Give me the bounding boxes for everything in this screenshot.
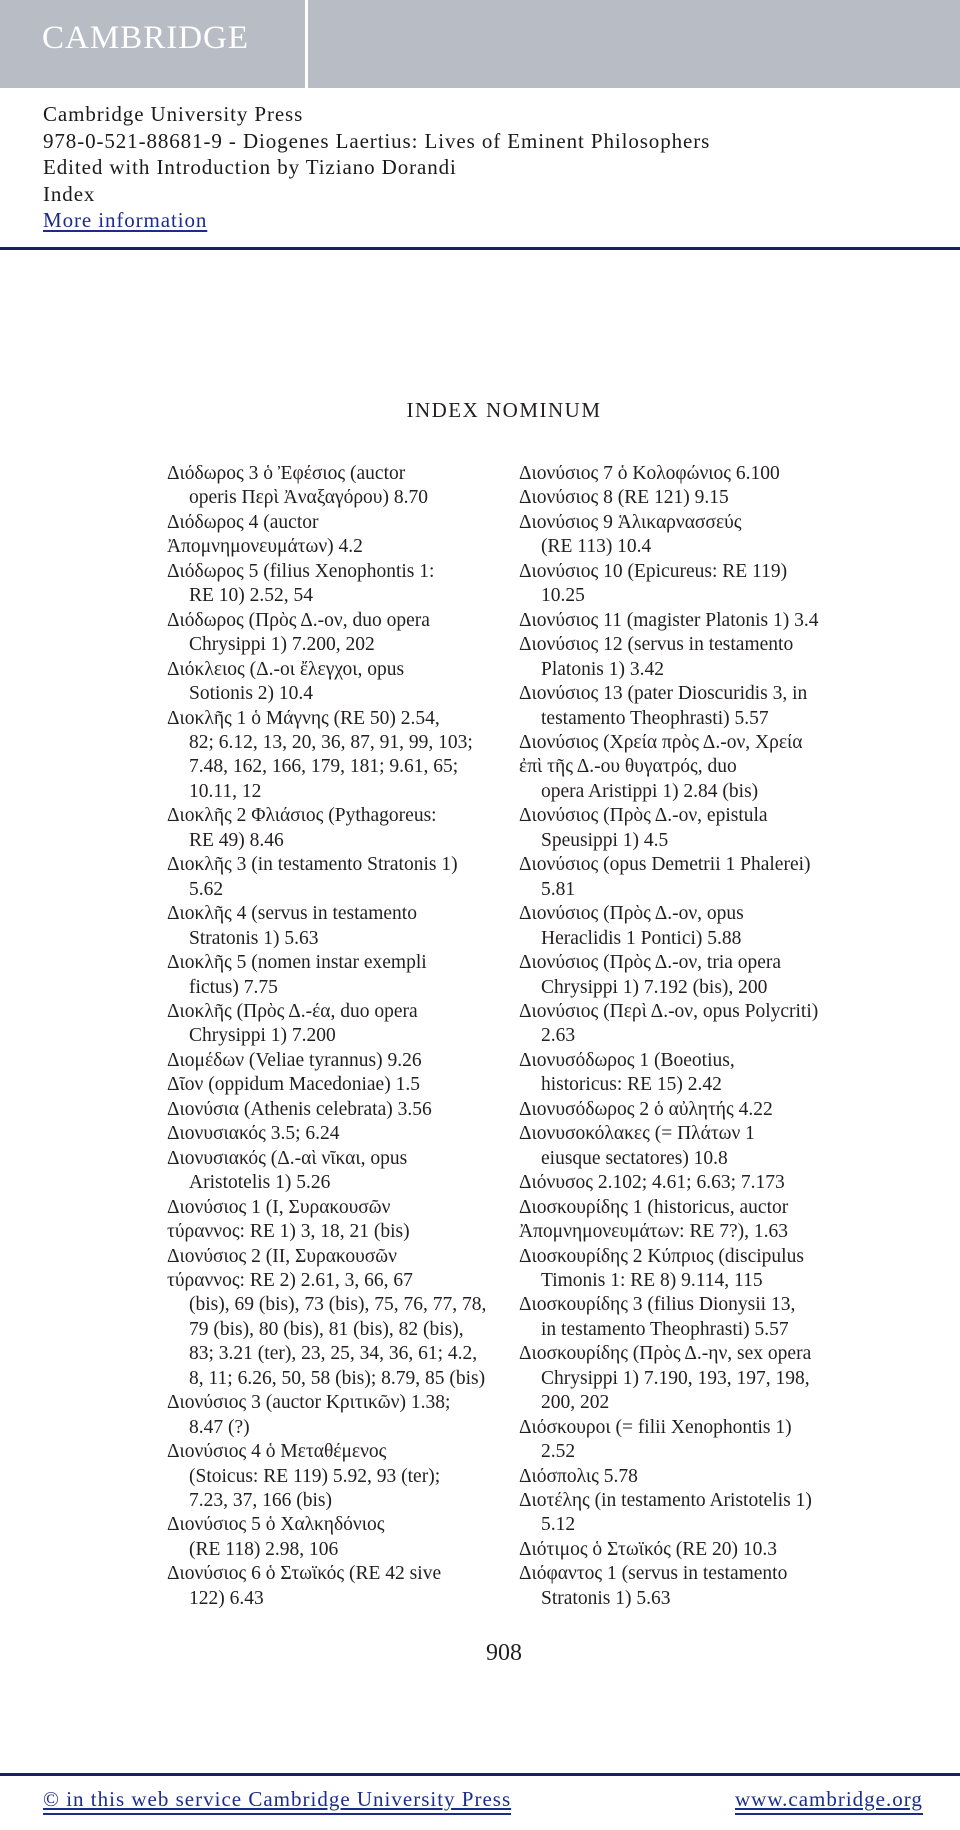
index-entry: Δῖον (oppidum Macedoniae) 1.5 [167, 1074, 420, 1096]
index-entry-continuation: 5.81 [541, 878, 576, 900]
index-entry-continuation: (RE 118) 2.98, 106 [189, 1538, 339, 1560]
index-entry-continuation: Platonis 1) 3.42 [541, 658, 664, 680]
index-entry-continuation: 79 (bis), 80 (bis), 81 (bis), 82 (bis), [189, 1318, 464, 1340]
index-entry: Διόφαντος 1 (servus in testamento [519, 1563, 788, 1585]
index-entry: Διοσκουρίδης 2 Κύπριος (discipulus [519, 1245, 804, 1267]
index-entry-continuation: testamento Theophrasti) 5.57 [541, 707, 769, 729]
index-entry-continuation: Timonis 1: RE 8) 9.114, 115 [541, 1269, 763, 1291]
index-entry: Διονύσιος (Πρὸς Δ.-ον, opus [519, 903, 744, 925]
index-entry-continuation: fictus) 7.75 [189, 976, 278, 998]
cambridge-website-link[interactable]: www.cambridge.org [735, 1787, 923, 1815]
index-entry-continuation: 7.23, 37, 166 (bis) [189, 1490, 332, 1512]
isbn-title-line: 978-0-521-88681-9 - Diogenes Laertius: Lives of Eminent Philosophers [43, 128, 711, 153]
index-entry: Διόδωρος 5 (filius Xenophontis 1: [167, 560, 435, 582]
index-entry: Διονύσιος (opus Demetrii 1 Phalerei) [519, 854, 811, 876]
index-entry: Διοσκουρίδης 1 (historicus, auctor [519, 1196, 789, 1218]
index-entry: Διονύσιος 5 ὁ Χαλκηδόνιος [167, 1514, 385, 1536]
index-entry: Διοσκουρίδης 3 (filius Dionysii 13, [519, 1294, 796, 1316]
index-entry: Διομέδων (Veliae tyrannus) 9.26 [167, 1049, 422, 1071]
index-entry: Διοκλῆς 3 (in testamento Stratonis 1) [167, 854, 458, 876]
index-entry: Διονυσιακός (Δ.-αὶ νῖκαι, opus [167, 1147, 408, 1169]
index-entry: Διοκλῆς 5 (nomen instar exempli [167, 952, 427, 974]
index-entry-continuation: RE 49) 8.46 [189, 829, 284, 851]
index-entry: Διοσκουρίδης (Πρὸς Δ.-ην, sex opera [519, 1343, 812, 1365]
index-entry-continuation: Chrysippi 1) 7.190, 193, 197, 198, [541, 1367, 810, 1389]
index-column-left [167, 462, 505, 1611]
index-entry: Διονύσιος (Πρὸς Δ.-ον, tria opera [519, 952, 782, 974]
index-entry: Διονύσιος 7 ὁ Κολοφώνιος 6.100 [519, 463, 780, 484]
page-number: 908 [486, 1640, 522, 1666]
index-entry-continuation: Chrysippi 1) 7.200, 202 [189, 634, 375, 656]
index-entry-continuation: Stratonis 1) 5.63 [541, 1587, 671, 1609]
index-entry-continuation: 2.52 [541, 1441, 576, 1463]
index-entry: Διονύσιος 2 (II, Συρακουσῶν [167, 1245, 397, 1267]
index-entry-continuation: Heraclidis 1 Pontici) 5.88 [541, 927, 742, 949]
index-entry-continuation: Sotionis 2) 10.4 [189, 683, 314, 705]
index-entry: Διοτέλης (in testamento Aristotelis 1) [519, 1490, 812, 1512]
index-entry: Διονυσοκόλακες (= Πλάτων 1 [519, 1123, 755, 1145]
index-entry: Διονυσιακός 3.5; 6.24 [167, 1123, 340, 1145]
index-entry-continuation: Stratonis 1) 5.63 [189, 927, 319, 949]
editor-line: Edited with Introduction by Tiziano Dorandi [43, 155, 457, 179]
index-entry: Διονύσιος 4 ὁ Μεταθέμενος [167, 1441, 387, 1463]
index-entry-continuation: 2.63 [541, 1025, 576, 1047]
index-entry-continuation: 83; 3.21 (ter), 23, 25, 34, 36, 61; 4.2, [189, 1343, 478, 1365]
index-entry: Διονύσια (Athenis celebrata) 3.56 [167, 1098, 432, 1120]
index-entry-continuation: Speusippi 1) 4.5 [541, 829, 669, 851]
index-entry: τύραννος: RE 1) 3, 18, 21 (bis) [167, 1221, 410, 1243]
index-entry: Διονύσιος 8 (RE 121) 9.15 [519, 487, 729, 509]
index-entry: Διόδωρος 3 ὁ Ἐφέσιος (auctor [167, 463, 406, 484]
publisher-line: Cambridge University Press [43, 102, 304, 126]
index-entry: Διονύσιος 3 (auctor Κριτικῶν) 1.38; [167, 1392, 451, 1414]
index-entry-continuation: Chrysippi 1) 7.200 [189, 1025, 336, 1047]
index-entry: Διονύσιος (Περὶ Δ.-ον, opus Polycriti) [519, 1000, 819, 1022]
index-entry-continuation: 200, 202 [541, 1392, 610, 1414]
index-title: INDEX NOMINUM [406, 398, 602, 422]
index-entry: Διόνυσος 2.102; 4.61; 6.63; 7.173 [519, 1172, 785, 1194]
index-entry: Διόσπολις 5.78 [519, 1465, 638, 1487]
index-entry-continuation: (bis), 69 (bis), 73 (bis), 75, 76, 77, 78, [189, 1294, 487, 1316]
index-entry: Διονύσιος 6 ὁ Στωϊκός (RE 42 sive [167, 1563, 442, 1585]
index-entry-continuation: (RE 113) 10.4 [541, 536, 652, 558]
index-entry-continuation: RE 10) 2.52, 54 [189, 585, 314, 607]
index-entry-continuation: 5.62 [189, 878, 224, 900]
index-entry: Ἀπομνημονευμάτων: RE 7?), 1.63 [519, 1221, 789, 1243]
header-rule [0, 247, 960, 250]
index-entry: Διόσκουροι (= filii Xenophontis 1) [519, 1416, 792, 1438]
index-entry-continuation: (Stoicus: RE 119) 5.92, 93 (ter); [189, 1465, 441, 1487]
index-entry: Διόδωρος (Πρὸς Δ.-ον, duo opera [167, 609, 430, 631]
more-information-link[interactable]: More information [43, 208, 208, 232]
index-entry: Ἀπομνημονευμάτων) 4.2 [167, 536, 363, 558]
publisher-banner [0, 0, 960, 88]
cambridge-logo: CAMBRIDGE [42, 20, 250, 56]
index-entry-continuation: historicus: RE 15) 2.42 [541, 1074, 722, 1096]
index-column-right [519, 462, 857, 1611]
index-entry-continuation: operis Περὶ Ἀναξαγόρου) 8.70 [189, 487, 428, 509]
banner-divider [305, 0, 308, 88]
index-entry: Διονυσόδωρος 1 (Boeotius, [519, 1049, 735, 1071]
index-entry-continuation: 10.11, 12 [189, 780, 262, 802]
index-entry: Διονύσιος 11 (magister Platonis 1) 3.4 [519, 609, 819, 631]
index-entry: ἐπὶ τῆς Δ.-ου θυγατρός, duo [519, 756, 737, 778]
index-entry: Διοκλῆς 1 ὁ Μάγνης (RE 50) 2.54, [167, 707, 440, 729]
index-entry: Διοκλῆς 2 Φλιάσιος (Pythagoreus: [167, 805, 437, 827]
index-entry-continuation: Aristotelis 1) 5.26 [189, 1172, 331, 1194]
book-metadata [43, 101, 710, 234]
index-entry: Διόκλειος (Δ.-οι ἔλεγχοι, opus [167, 658, 405, 680]
index-entry: Διονύσιος 13 (pater Dioscuridis 3, in [519, 683, 808, 705]
index-entry-continuation: 82; 6.12, 13, 20, 36, 87, 91, 99, 103; [189, 731, 473, 753]
index-entry: Διονύσιος 1 (I, Συρακουσῶν [167, 1196, 391, 1218]
index-entry-continuation: opera Aristippi 1) 2.84 (bis) [541, 780, 759, 802]
footer-rule [0, 1773, 960, 1776]
index-entry: Διότιμος ὁ Στωϊκός (RE 20) 10.3 [519, 1538, 777, 1560]
copyright-link[interactable]: © in this web service Cambridge University Press [43, 1787, 511, 1815]
index-entry: Διόδωρος 4 (auctor [167, 511, 319, 533]
index-entry: Διοκλῆς 4 (servus in testamento [167, 903, 417, 925]
index-entry: Διοκλῆς (Πρὸς Δ.-έα, duo opera [167, 1000, 418, 1022]
index-entry: Διονύσιος 12 (servus in testamento [519, 634, 794, 656]
index-entry: Διονύσιος (Πρὸς Δ.-ον, epistula [519, 805, 768, 827]
index-entry-continuation: 10.25 [541, 585, 585, 607]
index-entry: τύραννος: RE 2) 2.61, 3, 66, 67 [167, 1269, 413, 1291]
index-entry-continuation: 8.47 (?) [189, 1416, 250, 1438]
index-entry-continuation: 5.12 [541, 1514, 576, 1536]
index-entry-continuation: 8, 11; 6.26, 50, 58 (bis); 8.79, 85 (bis) [189, 1367, 486, 1389]
index-entry-continuation: Chrysippi 1) 7.192 (bis), 200 [541, 976, 768, 998]
index-entry: Διονύσιος 9 Ἁλικαρνασσεύς [519, 511, 742, 533]
section-line: Index [43, 181, 96, 206]
index-entry: Διονυσόδωρος 2 ὁ αὐλητής 4.22 [519, 1098, 773, 1120]
index-entry: Διονύσιος 10 (Epicureus: RE 119) [519, 560, 788, 582]
index-entry-continuation: eiusque sectatores) 10.8 [541, 1147, 728, 1169]
index-entry-continuation: 122) 6.43 [189, 1587, 264, 1609]
index-entry: Διονύσιος (Χρεία πρὸς Δ.-ον, Χρεία [519, 731, 803, 753]
index-entry-continuation: 7.48, 162, 166, 179, 181; 9.61, 65; [189, 756, 459, 778]
index-entry-continuation: in testamento Theophrasti) 5.57 [541, 1318, 789, 1340]
